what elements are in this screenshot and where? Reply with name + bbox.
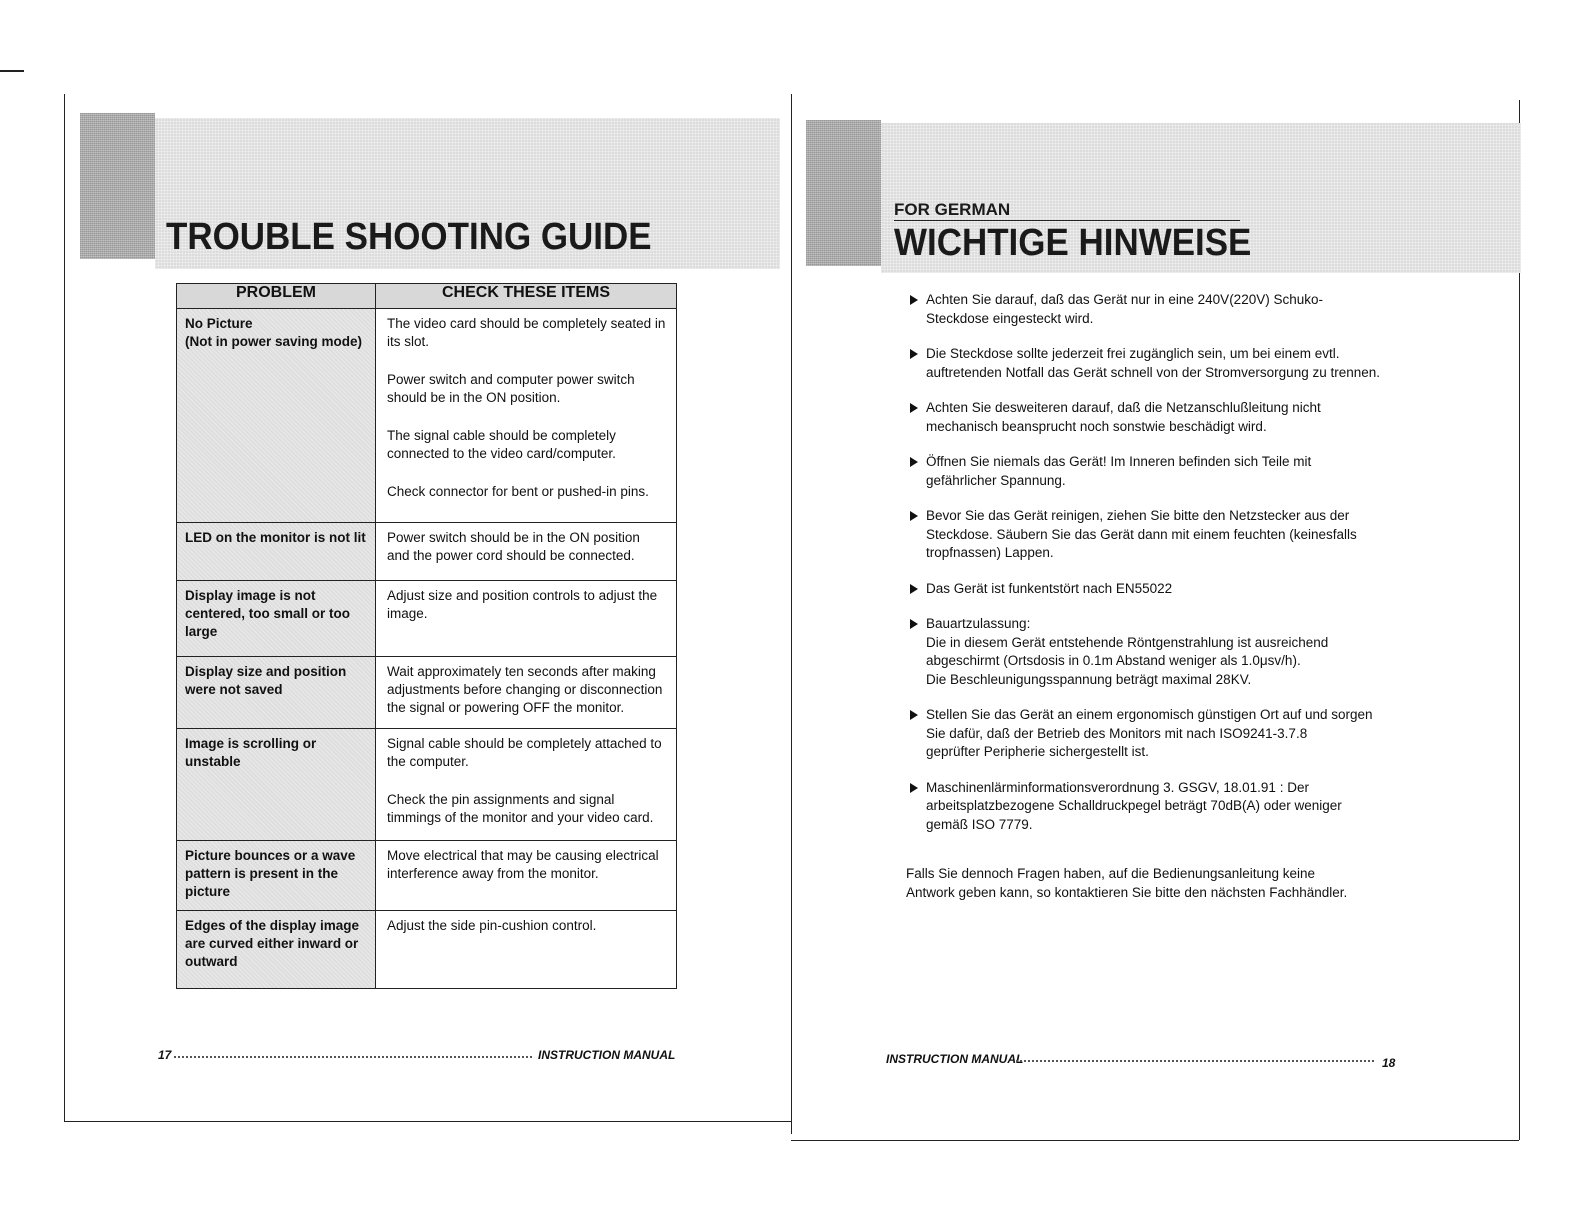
list-item bbox=[910, 291, 1380, 328]
table-row bbox=[177, 729, 677, 841]
bottom-border-right bbox=[791, 1140, 1519, 1141]
bottom-border bbox=[64, 1121, 791, 1122]
bullet-icon bbox=[910, 511, 918, 521]
check-item: The video card should be completely seated in its slot. bbox=[387, 316, 666, 349]
table-header-row bbox=[177, 284, 677, 309]
check-cell bbox=[376, 523, 677, 581]
problem-cell: Edges of the display image are curved either inward or outward bbox=[177, 911, 376, 989]
problem-cell: Picture bounces or a wave pattern is present in the picture bbox=[177, 841, 376, 911]
footer-leader-left bbox=[174, 1056, 532, 1058]
page-number-left: 17 bbox=[158, 1048, 172, 1062]
check-item: Check the pin assignments and signal timmings of the monitor and your video card. bbox=[387, 792, 654, 825]
list-item-text: Maschinenlärminformationsverordnung 3. GSGV, 18.01.91 : Der arbeitsplatzbezogene Schalldruckpegel beträgt 70dB(A) oder weniger gemäß ISO 7779. bbox=[926, 779, 1342, 832]
list-item bbox=[910, 580, 1380, 599]
list-item bbox=[910, 779, 1380, 835]
bullet-icon bbox=[910, 584, 918, 594]
check-cell bbox=[376, 309, 677, 523]
check-item: Power switch should be in the ON position and the power cord should be connected. bbox=[387, 530, 640, 563]
left-page-border bbox=[64, 94, 65, 1122]
check-item: The signal cable should be completely connected to the video card/computer. bbox=[387, 428, 616, 461]
right-header-accent bbox=[806, 120, 881, 266]
table-row bbox=[177, 911, 677, 989]
bullet-icon bbox=[910, 619, 918, 629]
list-item-text: Die Steckdose sollte jederzeit frei zugänglich sein, um bei einem evtl. auftretenden Notfall das Gerät schnell von der Stromversorgung zu trennen. bbox=[926, 346, 1381, 380]
list-item bbox=[910, 615, 1380, 689]
table-row bbox=[177, 309, 677, 523]
list-item bbox=[910, 453, 1380, 490]
closing-paragraph: Falls Sie dennoch Fragen haben, auf die Bedienungsanleitung keine Antwork geben kann, so kontaktieren Sie bitte den nächsten Fachhändler. bbox=[906, 866, 1348, 900]
check-cell bbox=[376, 841, 677, 911]
table-row bbox=[177, 657, 677, 729]
list-item-text: Stellen Sie das Gerät an einem ergonomisch günstigen Ort auf und sorgen Sie dafür, daß der Betrieb des Monitors mit nach ISO9241-3.7.8 geprüfter Peripherie sichergestellt ist. bbox=[926, 707, 1373, 759]
footer-label-left: INSTRUCTION MANUAL bbox=[538, 1048, 676, 1062]
footer-leader-right bbox=[1016, 1060, 1374, 1062]
list-item bbox=[910, 706, 1380, 762]
check-cell bbox=[376, 911, 677, 989]
column-header-problem: PROBLEM bbox=[177, 284, 376, 309]
check-item: Signal cable should be completely attached to the computer. bbox=[387, 736, 662, 769]
list-item-text: Bevor Sie das Gerät reinigen, ziehen Sie bitte den Netzstecker aus der Steckdose. Säubern Sie das Gerät dann mit einem feuchten (keinesfalls tropfnassen) Lappen. bbox=[926, 508, 1357, 560]
problem-cell: Image is scrolling or unstable bbox=[177, 729, 376, 841]
check-item: Adjust size and position controls to adjust the image. bbox=[387, 588, 658, 621]
bullet-icon bbox=[910, 349, 918, 359]
list-item-text: Achten Sie darauf, daß das Gerät nur in eine 240V(220V) Schuko- Steckdose eingesteckt wird. bbox=[926, 292, 1323, 326]
trouble-shooting-table bbox=[176, 283, 677, 989]
bullet-icon bbox=[910, 403, 918, 413]
notes-list bbox=[910, 291, 1380, 851]
column-header-check: CHECK THESE ITEMS bbox=[376, 284, 677, 309]
section-label-for-german: FOR GERMAN bbox=[894, 200, 1240, 221]
check-cell bbox=[376, 581, 677, 657]
check-item: Wait approximately ten seconds after making adjustments before changing or disconnection the signal or powering OFF the monitor. bbox=[387, 664, 663, 715]
list-item bbox=[910, 399, 1380, 436]
bullet-icon bbox=[910, 295, 918, 305]
page-title-right: WICHTIGE HINWEISE bbox=[894, 222, 1252, 264]
table-row bbox=[177, 523, 677, 581]
check-item: Check connector for bent or pushed-in pins. bbox=[387, 484, 649, 499]
center-divider bbox=[791, 94, 792, 1134]
check-item: Move electrical that may be causing electrical interference away from the monitor. bbox=[387, 848, 659, 881]
check-cell bbox=[376, 729, 677, 841]
bullet-icon bbox=[910, 783, 918, 793]
list-item-text: Achten Sie desweiteren darauf, daß die Netzanschlußleitung nicht mechanisch beansprucht noch sonstwie beschädigt wird. bbox=[926, 400, 1321, 434]
list-item-text: Das Gerät ist funkentstört nach EN55022 bbox=[926, 580, 1173, 596]
check-item: Adjust the side pin-cushion control. bbox=[387, 918, 597, 933]
bullet-icon bbox=[910, 710, 918, 720]
footer-label-right: INSTRUCTION MANUAL bbox=[886, 1052, 1024, 1066]
bullet-icon bbox=[910, 457, 918, 467]
check-item: Power switch and computer power switch should be in the ON position. bbox=[387, 372, 635, 405]
check-cell bbox=[376, 657, 677, 729]
list-item-text: Öffnen Sie niemals das Gerät! Im Inneren befinden sich Teile mit gefährlicher Spannung. bbox=[926, 454, 1312, 488]
corner-mark bbox=[0, 70, 24, 72]
page-number-right: 18 bbox=[1382, 1056, 1396, 1070]
list-item bbox=[910, 507, 1380, 563]
problem-cell: No Picture (Not in power saving mode) bbox=[177, 309, 376, 523]
page-title-left: TROUBLE SHOOTING GUIDE bbox=[166, 216, 652, 258]
problem-cell: LED on the monitor is not lit bbox=[177, 523, 376, 581]
list-item bbox=[910, 345, 1380, 382]
list-item-text: Bauartzulassung: Die in diesem Gerät entstehende Röntgenstrahlung ist ausreichend abgeschirmt (Ortsdosis in 0.1m Abstand weniger als 1.0μsv/h). Die Beschleunigungsspannung beträgt maximal 28KV. bbox=[926, 616, 1329, 687]
left-header-accent bbox=[80, 113, 155, 259]
table-row bbox=[177, 841, 677, 911]
table-row bbox=[177, 581, 677, 657]
problem-cell: Display size and position were not saved bbox=[177, 657, 376, 729]
problem-cell: Display image is not centered, too small or too large bbox=[177, 581, 376, 657]
